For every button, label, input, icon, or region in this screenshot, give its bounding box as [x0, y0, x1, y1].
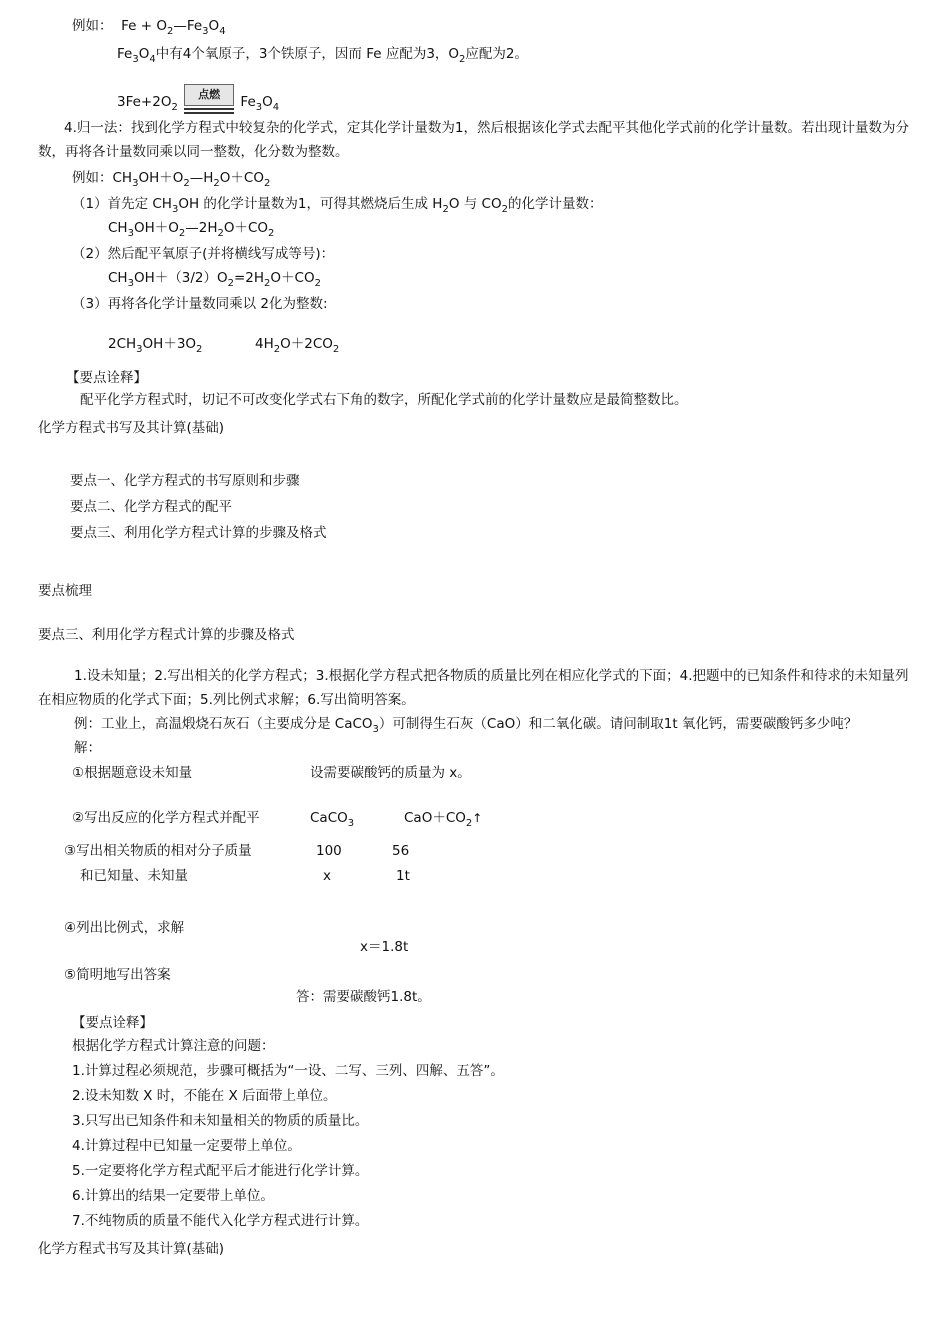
step3b-label: 和已知量、未知量 — [80, 868, 188, 884]
ignition-condition-mark: 点燃 — [184, 84, 234, 116]
note2-item-2: 2.设未知数 X 时，不能在 X 后面带上单位。 — [72, 1088, 337, 1104]
step3-value-2: 56 — [392, 843, 410, 859]
solution-label: 解： — [74, 740, 101, 756]
step1-label: ①根据题意设未知量 — [72, 765, 193, 781]
note2-item-7: 7.不纯物质的质量不能代入化学方程式进行计算。 — [72, 1213, 369, 1229]
note2-item-3: 3.只写出已知条件和未知量相关的物质的质量比。 — [72, 1113, 369, 1129]
step3-value-1: 100 — [316, 843, 342, 859]
example2-question: 例：工业上，高温煅烧石灰石（主要成分是 CaCO$_3$）可制得生石灰（CaO）和二氧化碳。请问制取1t 氧化钙，需要碳酸钙多少吨？ — [74, 716, 858, 735]
example-label: 例如： — [72, 18, 113, 34]
note1-heading: 【要点诠释】 — [66, 370, 147, 386]
step4-label: ④列出比例式，求解 — [64, 920, 185, 936]
note2-item-4: 4.计算过程中已知量一定要带上单位。 — [72, 1138, 301, 1154]
method4-step3-right: $4H_2O+2CO_2$ — [255, 336, 340, 355]
step4-value: x＝1.8t — [360, 939, 409, 955]
method4-step3-left: $2CH_3OH+3O_2$ — [108, 336, 203, 355]
example1-line — [72, 16, 226, 36]
example1-note: $Fe_3O_4$中有4个氧原子，3个铁原子，因而 Fe 应配为3，$O_2$应配为2。 — [117, 46, 529, 65]
note2-item-6: 6.计算出的结果一定要带上单位。 — [72, 1188, 274, 1204]
step5-value: 答：需要碳酸钙1.8t。 — [296, 989, 431, 1005]
section-sorting: 要点梳理 — [38, 583, 92, 599]
example1-balanced: $3Fe+2O_2$ 点燃 $Fe_3O_4$ — [117, 84, 279, 116]
section3-title: 要点三、利用化学方程式计算的步骤及格式 — [38, 627, 295, 643]
method4-example: 例如：$CH_3OH+O_2—H_2O+CO_2$ — [72, 170, 271, 189]
method4-step1-eq: $CH_3OH+O_2—2H_2O+CO_2$ — [108, 220, 275, 239]
note2-heading: 【要点诠释】 — [72, 1015, 153, 1031]
step5-label: ⑤简明地写出答案 — [64, 967, 171, 983]
step1-value: 设需要碳酸钙的质量为 x。 — [310, 765, 471, 781]
step3-label: ③写出相关物质的相对分子质量 — [64, 843, 252, 859]
outline-item-2: 要点二、化学方程式的配平 — [70, 499, 232, 515]
doc-title: 化学方程式书写及其计算(基础) — [38, 420, 225, 436]
steps-paragraph: 1.设未知量；2.写出相关的化学方程式；3.根据化学方程式把各物质的质量比列在相应化学式的下面；4.把题中的已知条件和待求的未知量列在相应物质的化学式下面；5.列比例式求解；6.写出简明答案。 — [38, 668, 909, 708]
step2-right: $CaO+CO_2↑$ — [404, 810, 483, 829]
note2-item-1: 1.计算过程必须规范，步骤可概括为“一设、二写、三列、四解、五答”。 — [72, 1063, 504, 1079]
step2-left: CaCO$_3$ — [310, 810, 355, 829]
step2-label: ②写出反应的化学方程式并配平 — [72, 810, 260, 826]
doc-title-bottom: 化学方程式书写及其计算(基础) — [38, 1241, 225, 1257]
method4-step2: （2）然后配平氧原子(并将横线写成等号)： — [72, 246, 335, 262]
method4-step3: （3）再将各化学计量数同乘以 2化为整数: — [72, 296, 328, 312]
method4-paragraph: 4.归一法：找到化学方程式中较复杂的化学式，定其化学计量数为1，然后根据该化学式去配平其他化学式前的化学计量数。若出现计量数为分数，再将各计量数同乘以同一整数，化分数为整数。 — [38, 120, 909, 160]
note1-text: 配平化学方程式时，切记不可改变化学式右下角的数字，所配化学式前的化学计量数应是最简整数比。 — [80, 392, 688, 408]
method4-step1: （1）首先定 $CH_3OH$ 的化学计量数为1，可得其燃烧后生成 $H_2O$ 与 $CO_2$的化学计量数： — [72, 196, 603, 215]
note2-intro: 根据化学方程式计算注意的问题： — [72, 1038, 275, 1054]
note2-item-5: 5.一定要将化学方程式配平后才能进行化学计算。 — [72, 1163, 369, 1179]
equation: $Fe + O_2—Fe_3O_4$ — [121, 18, 226, 37]
gas-arrow-icon: ↑ — [472, 811, 483, 825]
step3b-value-2: 1t — [396, 868, 410, 884]
step3b-value-1: x — [323, 868, 331, 884]
outline-item-3: 要点三、利用化学方程式计算的步骤及格式 — [70, 525, 327, 541]
outline-item-1: 要点一、化学方程式的书写原则和步骤 — [70, 473, 300, 489]
method4-step2-eq: $CH_3OH+(3/2)O_2=2H_2O+CO_2$ — [108, 270, 321, 289]
